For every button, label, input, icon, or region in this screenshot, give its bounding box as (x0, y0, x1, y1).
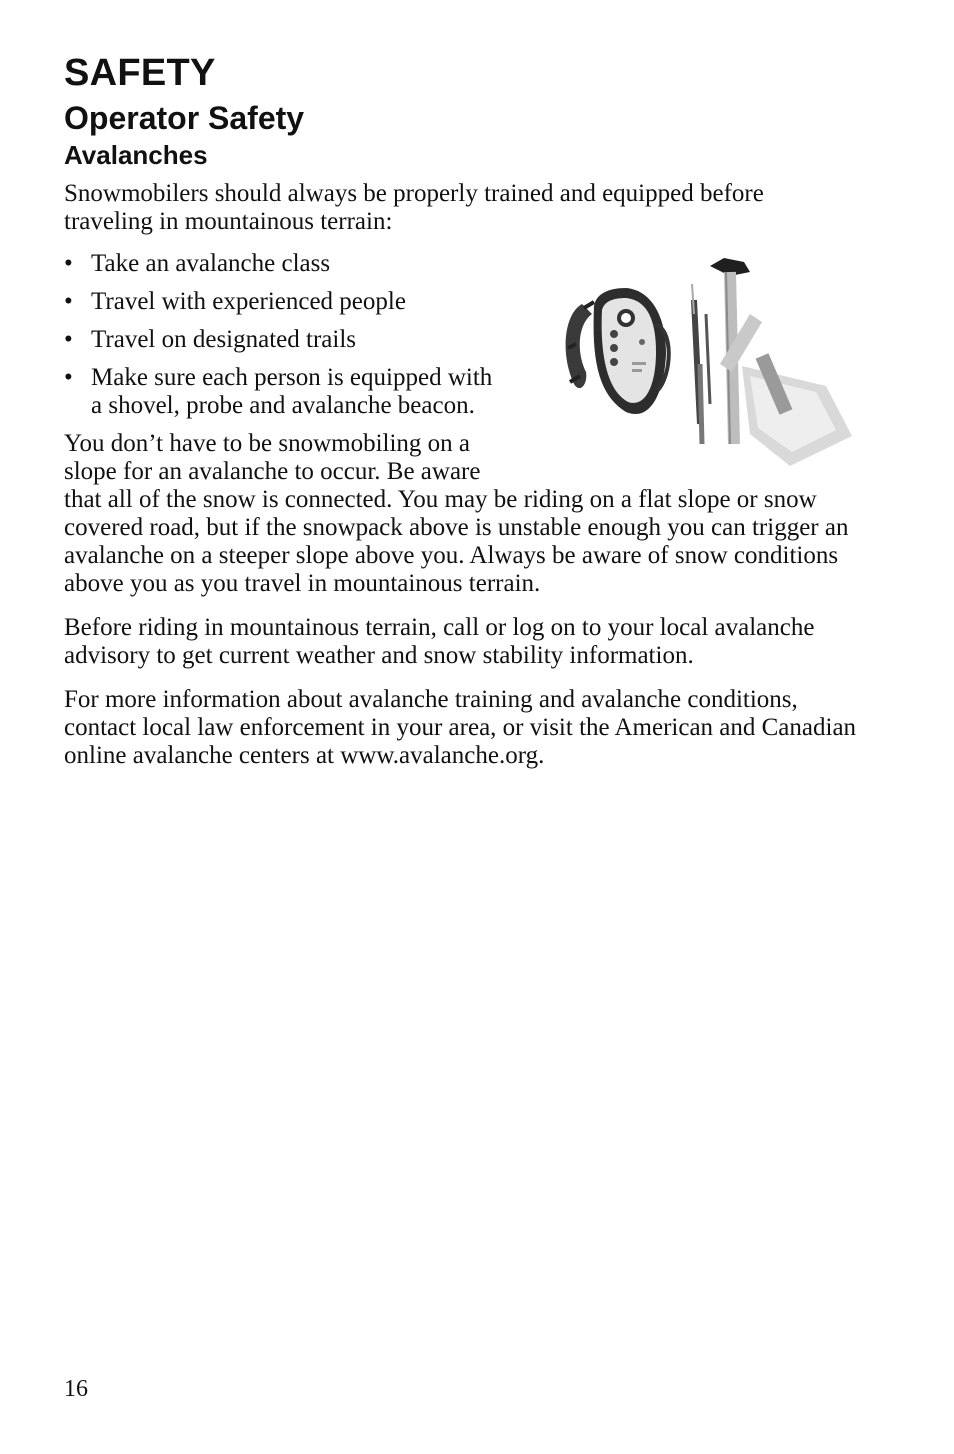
topic-heading: Avalanches (64, 140, 208, 170)
bullet-glyph: • (64, 250, 73, 277)
list-item (64, 250, 504, 278)
bullet-list (64, 250, 504, 420)
manual-page (64, 52, 864, 770)
list-item-text: Take an avalanche class (91, 250, 331, 277)
avalanche-shovel-icon (710, 258, 852, 466)
page-number: 16 (64, 1376, 88, 1402)
list-item (64, 364, 504, 420)
list-item-text: Make sure each person is equipped with a shovel, probe and avalanche beacon. (91, 364, 493, 419)
list-item (64, 326, 504, 354)
list-item-text: Travel on designated trails (91, 326, 357, 353)
bullet-glyph: • (64, 288, 73, 315)
equipment-section (64, 250, 864, 598)
more-info-paragraph: For more information about avalanche training and avalanche conditions, contact local law enforcement in your area, or visit the American and Canadian online avalanche centers at www.avalanche.org. (64, 686, 857, 769)
snow-connected-start: You don’t have to be snowmobiling on a slope for an avalanche to occur. Be aware (64, 430, 481, 485)
intro-paragraph: Snowmobilers should always be properly trained and equipped before traveling in mountainous terrain: (64, 180, 764, 235)
advisory-paragraph: Before riding in mountainous terrain, call or log on to your local avalanche advisory to get current weather and snow stability information. (64, 614, 815, 669)
snow-connected-rest: that all of the snow is connected. You may be riding on a flat slope or snow covered road, but if the snowpack above is unstable enough you can trigger an avalanche on a steeper slope above you. Always be aware of snow conditions above you as you travel in mountainous terrain. (64, 486, 849, 597)
list-item (64, 288, 504, 316)
avalanche-beacon-icon (566, 288, 669, 414)
bullet-glyph: • (64, 364, 73, 391)
list-item-text: Travel with experienced people (91, 288, 406, 315)
avalanche-gear-image (554, 244, 860, 474)
bullet-glyph: • (64, 326, 73, 353)
avalanche-probe-icon (692, 284, 710, 444)
section-title: SAFETY (64, 52, 216, 94)
subsection-title: Operator Safety (64, 100, 305, 136)
